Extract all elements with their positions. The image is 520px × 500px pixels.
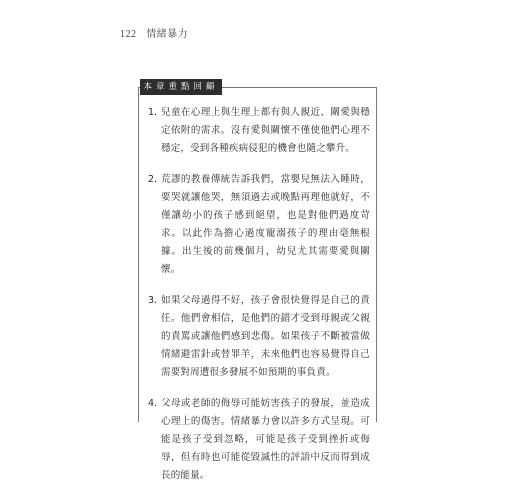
book-title: 情緒暴力 xyxy=(146,29,189,40)
item-text: 如果父母過得不好，孩子會很快覺得是自己的責任。他們會相信，是他們的錯才受到母親或父親的責罵或讓他們感到悲傷。如果孩子不斷被當做情緒避雷針或替罪羊，未來他們也容易覺得自己需要對周遭很多發展不如預期的事負責。 xyxy=(161,295,370,378)
running-header xyxy=(120,25,188,40)
list-item xyxy=(148,395,370,485)
item-number: 1. xyxy=(148,107,158,118)
item-number: 2. xyxy=(148,174,158,185)
item-number: 4. xyxy=(148,398,158,409)
summary-list xyxy=(148,104,370,498)
list-item xyxy=(148,171,370,279)
list-item xyxy=(148,292,370,382)
list-item xyxy=(148,104,370,158)
item-number: 3. xyxy=(148,295,158,306)
page-number: 122 xyxy=(120,29,137,40)
chapter-summary-title: 本章重點回顧 xyxy=(140,79,222,95)
item-text: 父母或老師的侮辱可能妨害孩子的發展，並造成心理上的傷害。情緒暴力會以許多方式呈現。可能是孩子受到忽略，可能是孩子受到挫折或侮辱，但有時也可能從毀滅性的評語中反而得到成長的能量。 xyxy=(161,398,370,481)
item-text: 兒童在心理上與生理上都有與人親近、關愛與穩定依附的需求。沒有愛與關懷不僅使他們心理不穩定，受到各種疾病侵犯的機會也隨之攀升。 xyxy=(161,107,370,154)
item-text: 荒謬的教養傳統告訴我們，當嬰兒無法入睡時，要哭就讓他哭，無須過去或晚點再理他就好，不僅讓幼小的孩子感到絕望，也是對他們過度苛求。以此作為擔心過度寵溺孩子的理由毫無根據。出生後的前幾個月，幼兒尤其需要愛與關懷。 xyxy=(161,174,370,275)
